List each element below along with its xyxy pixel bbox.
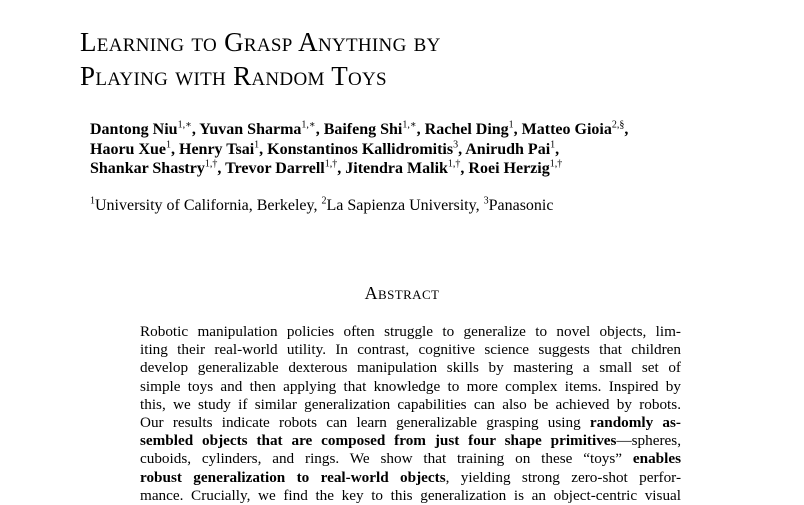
abstract-heading: Abstract <box>364 283 440 303</box>
author-name: Yuvan Sharma <box>199 121 302 138</box>
abstract-line <box>140 414 681 432</box>
abstract-text: mance. Crucially, we find the key to this generalization is an object-centric visual <box>140 486 681 504</box>
abstract-emphasis: enables <box>632 450 681 468</box>
author-line <box>90 120 750 140</box>
author-separator: , <box>555 140 560 158</box>
paper-title <box>80 25 740 93</box>
abstract-body <box>140 323 681 505</box>
affiliation-text: University of California, Berkeley, <box>95 197 322 214</box>
abstract-text: iting their real-world utility. In contrast, cognitive science suggests that children <box>140 341 681 359</box>
author-name: Rachel Ding <box>424 121 509 138</box>
abstract-line <box>140 378 681 396</box>
author-separator: , <box>337 160 346 177</box>
author-affiliation-mark: 1 <box>254 139 260 151</box>
abstract-text: simple toys and then applying that knowledge to more complex items. Inspired by <box>140 377 681 395</box>
abstract-line <box>140 432 681 450</box>
author-affiliation-mark: 1,∗ <box>301 119 316 131</box>
abstract-line <box>140 450 681 468</box>
author-list <box>90 120 750 179</box>
author-affiliation-mark: 1,∗ <box>177 119 192 131</box>
abstract-text: this, we study if similar generalization capabilities can also be achieved by robots. <box>140 395 681 413</box>
abstract-emphasis: sembled objects that are composed from just four shape primitives <box>140 432 617 450</box>
author-line <box>90 140 750 160</box>
author-affiliation-mark: 1,† <box>549 158 563 170</box>
author-affiliation-mark: 3 <box>453 139 459 151</box>
abstract-text: develop generalizable dexterous manipulation skills by mastering a small set of <box>140 359 681 377</box>
title-line: Playing with Random Toys <box>80 61 387 91</box>
author-name: Baifeng Shi <box>323 121 403 138</box>
abstract-text: , yielding strong zero-shot perfor- <box>445 468 681 486</box>
abstract-line <box>140 469 681 487</box>
abstract-line <box>140 341 681 359</box>
author-separator: , <box>259 140 268 158</box>
author-affiliation-mark: 2,§ <box>611 119 625 131</box>
author-name: Haoru Xue <box>90 140 166 158</box>
affiliation-mark: 1 <box>90 195 95 207</box>
author-affiliation-mark: 1 <box>166 139 171 151</box>
author-separator: , <box>191 121 200 138</box>
author-line <box>90 159 750 179</box>
abstract-text: cuboids, cylinders, and rings. We show that training on these “toys” <box>140 450 633 468</box>
author-name: Dantong Niu <box>90 121 178 138</box>
author-affiliation-mark: 1,∗ <box>402 119 417 131</box>
author-affiliation-mark: 1 <box>550 139 556 151</box>
author-affiliation-mark: 1,† <box>204 158 218 170</box>
author-affiliation-mark: 1,† <box>447 158 461 170</box>
abstract-emphasis: robust generalization to real-world objects <box>140 468 446 486</box>
author-separator: , <box>217 160 226 177</box>
affiliation-mark: 3 <box>483 195 489 207</box>
author-affiliation-mark: 1,† <box>324 158 338 170</box>
affiliation-text: La Sapienza University, <box>326 197 484 214</box>
author-affiliation-mark: 1 <box>508 119 514 131</box>
author-separator: , <box>171 140 179 158</box>
abstract-emphasis: randomly as- <box>589 413 681 431</box>
author-name: Jitendra Malik <box>345 160 448 177</box>
abstract-line <box>140 359 681 377</box>
author-name: Matteo Gioia <box>521 121 612 138</box>
author-name: Shankar Shastry <box>90 160 205 177</box>
affiliation-mark: 2 <box>321 195 327 207</box>
author-separator: , <box>460 160 469 177</box>
title-line: Learning to Grasp Anything by <box>80 27 441 57</box>
abstract-line <box>140 323 681 341</box>
author-separator: , <box>416 121 425 138</box>
author-name: Roei Herzig <box>468 160 550 177</box>
abstract-text: —spheres, <box>616 432 681 450</box>
abstract-line <box>140 396 681 414</box>
author-name: Henry Tsai <box>179 140 255 158</box>
author-separator: , <box>315 121 324 138</box>
abstract-line <box>140 487 681 505</box>
author-separator: , <box>458 140 466 158</box>
abstract-text: Our results indicate robots can learn generalizable grasping using <box>140 413 590 431</box>
author-name: Trevor Darrell <box>225 160 325 177</box>
author-name: Anirudh Pai <box>465 140 551 158</box>
author-separator: , <box>513 121 522 138</box>
author-name: Konstantinos Kallidromitis <box>267 140 454 158</box>
affiliations <box>90 196 750 216</box>
affiliation-text: Panasonic <box>488 197 554 214</box>
abstract-text: Robotic manipulation policies often struggle to generalize to novel objects, lim- <box>140 323 681 340</box>
author-separator: , <box>624 121 629 138</box>
